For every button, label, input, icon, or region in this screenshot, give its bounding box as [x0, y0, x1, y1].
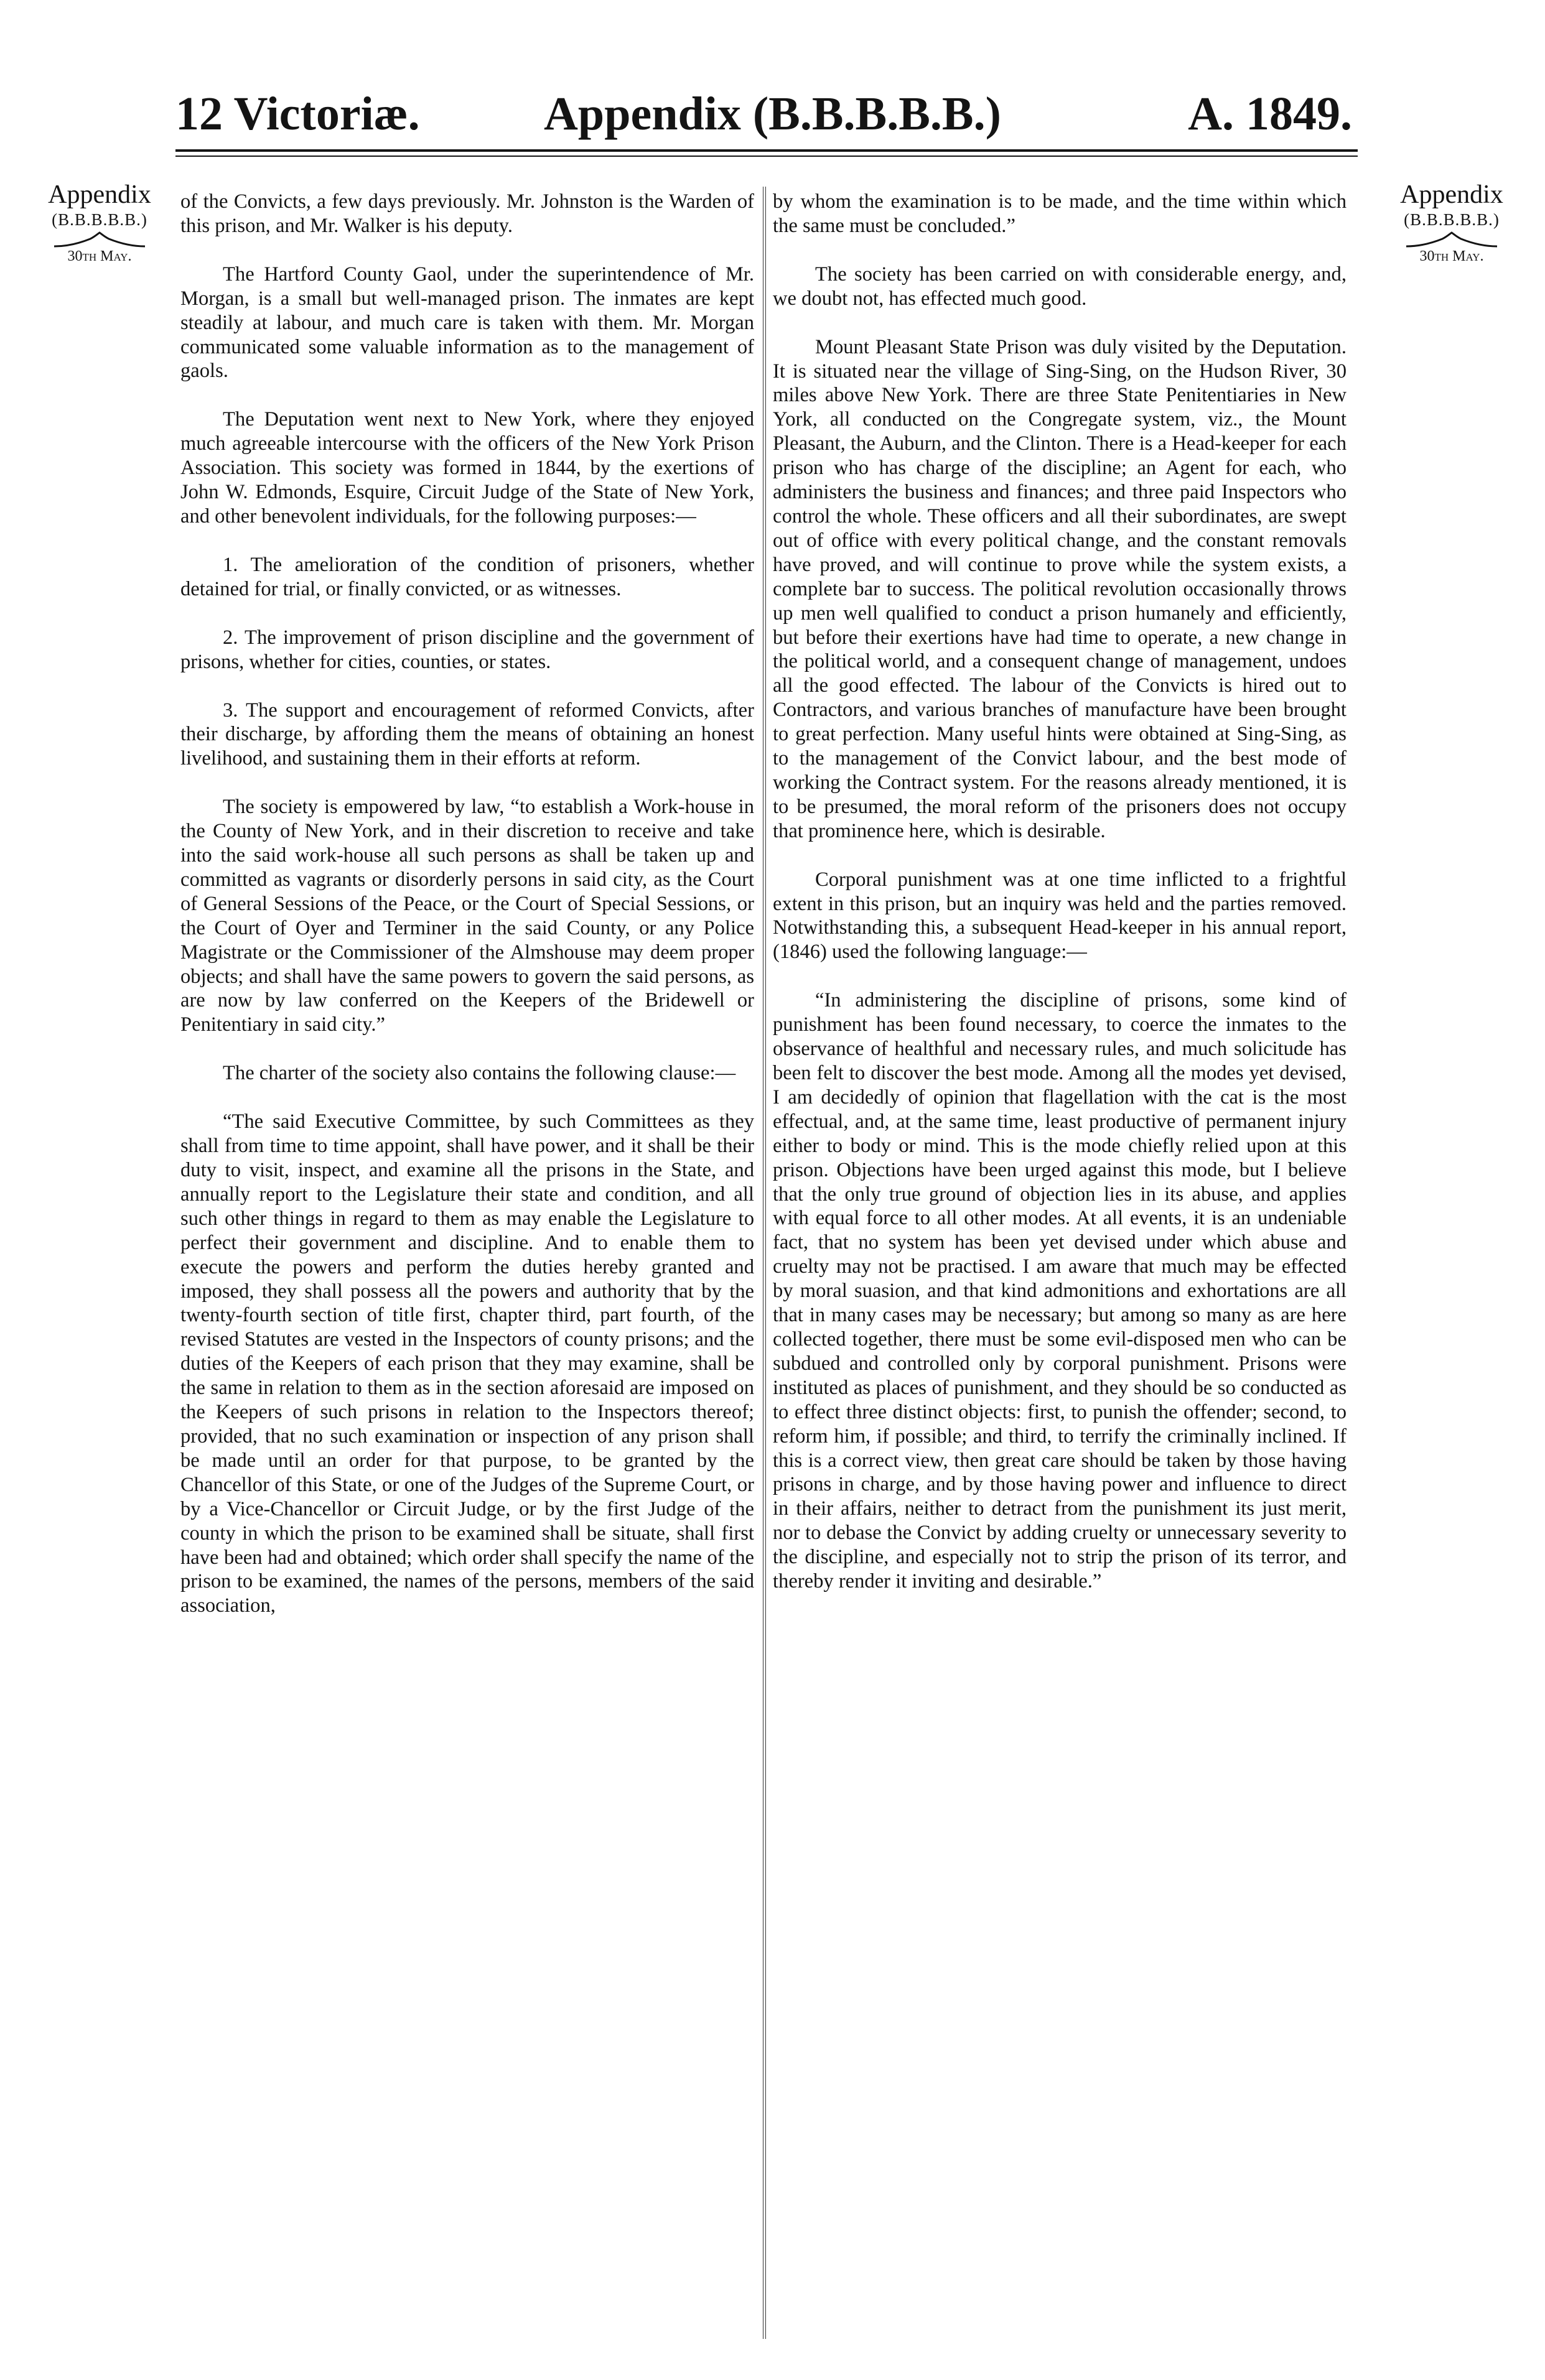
margin-note-ref: (B.B.B.B.B.) — [1404, 210, 1500, 229]
margin-note-title: Appendix — [1400, 180, 1503, 209]
header-rule-thick — [175, 149, 1358, 152]
brace-icon — [1405, 231, 1498, 248]
margin-note-title: Appendix — [48, 180, 151, 209]
left-margin-note — [34, 180, 165, 265]
paragraph: by whom the examination is to be made, and the time within which the same must be concluded.” — [773, 190, 1347, 237]
paragraph: Mount Pleasant State Prison was duly visited by the Deputation. It is situated near the village of Sing-Sing, on the Hudson River, 30 miles above New York. There are three State Penitentiaries in New York, all conducted on the Congregate system, viz., the Mount Pleasant, the Auburn, and the Clinton. There is a Head-keeper for each prison who has charge of the discipline; an Agent for each, who administers the business and finances; and three paid Inspectors who control the whole. These officers and all their subordinates, are swept out of office with every political change, and the constant removals have proved, and will continue to prove while the system exists, a complete bar to success. The political revolution occasionally throws up men well qualified to conduct a prison humanely and efficiently, but before their exertions have had time to operate, a new change in the political world, and a consequent change of management, undoes all the good effected. The labour of the Convicts is hired out to Contractors, and various branches of manufacture have been brought to great perfection. Many useful hints were obtained at Sing-Sing, as to the management of the Convict labour, and the best mode of working the Contract system. For the reasons already mentioned, it is to be presumed, the moral reform of the prisoners does not occupy that prominence here, which is desirable. — [773, 335, 1347, 842]
header-regnal-year: 12 Victoriæ. — [175, 88, 420, 140]
list-item: 2. The improvement of prison discipline and the government of prisons, whether for cities, counties, or states. — [180, 626, 754, 673]
header-rule-thin — [175, 156, 1358, 157]
column-divider — [763, 187, 766, 2339]
margin-note-date: 30th May. — [1419, 248, 1484, 264]
header-appendix-title: Appendix (B.B.B.B.B.) — [544, 88, 1001, 140]
right-text-column — [773, 190, 1347, 1618]
paragraph: The Deputation went next to New York, where they enjoyed much agreeable intercourse with the officers of the New York Prison Association. This society was formed in 1844, by the exertions of John W. Edmonds, Esquire, Circuit Judge of the State of New York, and other benevolent individuals, for the following purposes:— — [180, 408, 754, 528]
left-text-column — [180, 190, 754, 1642]
margin-note-date: 30th May. — [67, 248, 132, 264]
header-year: A. 1849. — [1188, 88, 1352, 140]
margin-note-ref: (B.B.B.B.B.) — [52, 210, 147, 229]
paragraph: The society is empowered by law, “to establish a Work-house in the County of New York, and in their discretion to receive and take into the said work-house all such persons as shall be taken up and committed as vagrants or disorderly persons in said city, as the Court of General Sessions of the Peace, or the Court of Special Sessions, or the Court of Oyer and Terminer in the said County, or any Police Magistrate or the Commissioner of the Almshouse may deem proper objects; and shall have the same powers to govern the said persons, as are now by law conferred on the Keepers of the Bridewell or Penitentiary in said city.” — [180, 796, 754, 1036]
page-header — [0, 0, 1545, 143]
list-item: 3. The support and encouragement of reformed Convicts, after their discharge, by affording them the means of obtaining an honest livelihood, and sustaining them in their efforts at reform. — [180, 699, 754, 770]
quotation: “In administering the discipline of prisons, some kind of punishment has been found necessary, to coerce the inmates to the observance of healthful and necessary rules, and much solicitude has been felt to discover the best mode. Among all the modes yet devised, I am decidedly of opinion that flagellation with the cat is the most effectual, and, at the same time, least productive of permanent injury either to body or mind. This is the mode chiefly relied upon at this prison. Objections have been urged against this mode, but I believe that the only true ground of objection lies in its abuse, and applies with equal force to all other modes. At all events, it is an undeniable fact, that no system has been yet devised under which abuse and cruelty may not be practised. I am aware that much may be effected by moral suasion, and that kind admonitions and exhortations are all that in many cases may be necessary; but among so many as are here collected together, there must be some evil-disposed men who can be subdued and controlled only by corporal punishment. Prisons were instituted as places of punishment, and they should be so conducted as to effect three distinct objects: first, to punish the offender; second, to reform him, if possible; and third, to terrify the criminally inclined. If this is a correct view, then great care should be taken by those having prisons in charge, and by those having power and influence to direct in their affairs, neither to detract from the punishment its just merit, nor to debase the Convict by adding cruelty or unnecessary severity to the discipline, and especially not to strip the prison of its terror, and thereby render it inviting and desirable.” — [773, 989, 1347, 1593]
list-item: 1. The amelioration of the condition of prisoners, whether detained for trial, or finally convicted, or as witnesses. — [180, 553, 754, 600]
quotation: “The said Executive Committee, by such Committees as they shall from time to time appoint, shall have power, and it shall be their duty to visit, inspect, and examine all the prisons in the State, and annually report to the Legislature their state and condition, and all such other things in regard to them as may enable the Legislature to perfect their government and discipline. And to enable them to execute the powers and perform the duties hereby granted and imposed, they shall possess all the powers and authority that by the twenty-fourth section of title first, chapter third, part fourth, of the revised Statutes are vested in the Inspectors of county prisons; and the duties of the Keepers of each prison that they may examine, shall be the same in relation to them as in the section aforesaid are imposed on the Keepers of such prisons in relation to the Inspectors thereof; provided, that no such examination or inspection of any prison shall be made until an order for that purpose, to be granted by the Chancellor of this State, or one of the Judges of the Supreme Court, or by a Vice-Chancellor or Circuit Judge, or by the first Judge of the county in which the prison to be examined shall be situate, shall first have been had and obtained; which order shall specify the name of the prison to be examined, the names of the persons, members of the said association, — [180, 1110, 754, 1617]
paragraph: of the Convicts, a few days previously. Mr. Johnston is the Warden of this prison, and Mr. Walker is his deputy. — [180, 190, 754, 237]
paragraph: The charter of the society also contains the following clause:— — [223, 1062, 736, 1085]
paragraph: Corporal punishment was at one time inflicted to a frightful extent in this prison, but an inquiry was held and the parties removed. Notwithstanding this, a subsequent Head-keeper in his annual report, (1846) used the following language:— — [773, 868, 1347, 964]
paragraph: The Hartford County Gaol, under the superintendence of Mr. Morgan, is a small but well-managed prison. The inmates are kept steadily at labour, and much care is taken with them. Mr. Morgan communicated some valuable information as to the management of gaols. — [180, 263, 754, 383]
right-margin-note — [1386, 180, 1517, 265]
brace-icon — [53, 231, 146, 248]
paragraph: The society has been carried on with considerable energy, and, we doubt not, has effected much good. — [773, 263, 1347, 310]
